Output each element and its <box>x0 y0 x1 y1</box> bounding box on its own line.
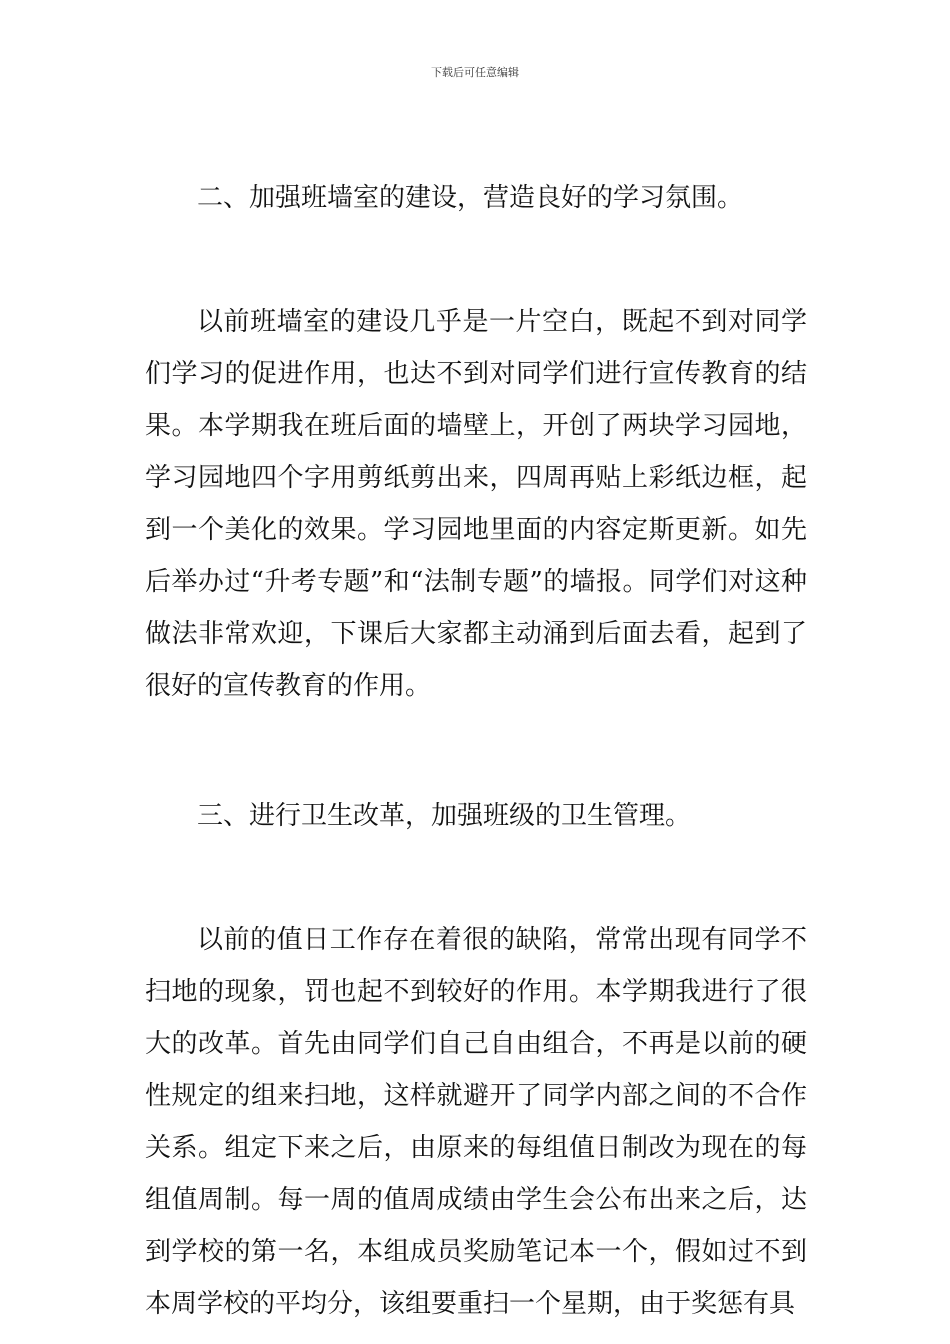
page-header-note: 下载后可任意编辑 <box>431 66 519 79</box>
section-paragraph-2: 以前班墙室的建设几乎是一片空白，既起不到对同学们学习的促进作用，也达不到对同学们进行宣传教育的结果。本学期我在班后面的墙壁上，开创了两块学习园地，学习园地四个字用剪纸剪出来，四周再贴上彩纸边框，起到一个美化的效果。学习园地里面的内容定斯更新。如先后举办过“升考专题”和“法制专题”的墙报。同学们对这种做法非常欢迎，下课后大家都主动涌到后面去看，起到了很好的宣传教育的作用。 <box>145 307 807 701</box>
document-body <box>145 172 807 1330</box>
section-heading-3: 三、进行卫生改革，加强班级的卫生管理。 <box>197 801 692 831</box>
section-heading-2: 二、加强班墙室的建设，营造良好的学习氛围。 <box>197 183 744 213</box>
section-paragraph-3: 以前的值日工作存在着很的缺陷，常常出现有同学不扫地的现象，罚也起不到较好的作用。本学期我进行了很大的改革。首先由同学们自己自由组合，不再是以前的硬性规定的组来扫地，这样就避开了同学内部之间的不合作关系。组定下来之后，由原来的每组值日制改为现在的每组值周制。每一周的值周成绩由学生会公布出来之后，达到学校的第一名，本组成员奖励笔记本一个，假如过不到本周学校的平均分，该组要重扫一个星期，由于奖惩有具 <box>145 925 807 1319</box>
